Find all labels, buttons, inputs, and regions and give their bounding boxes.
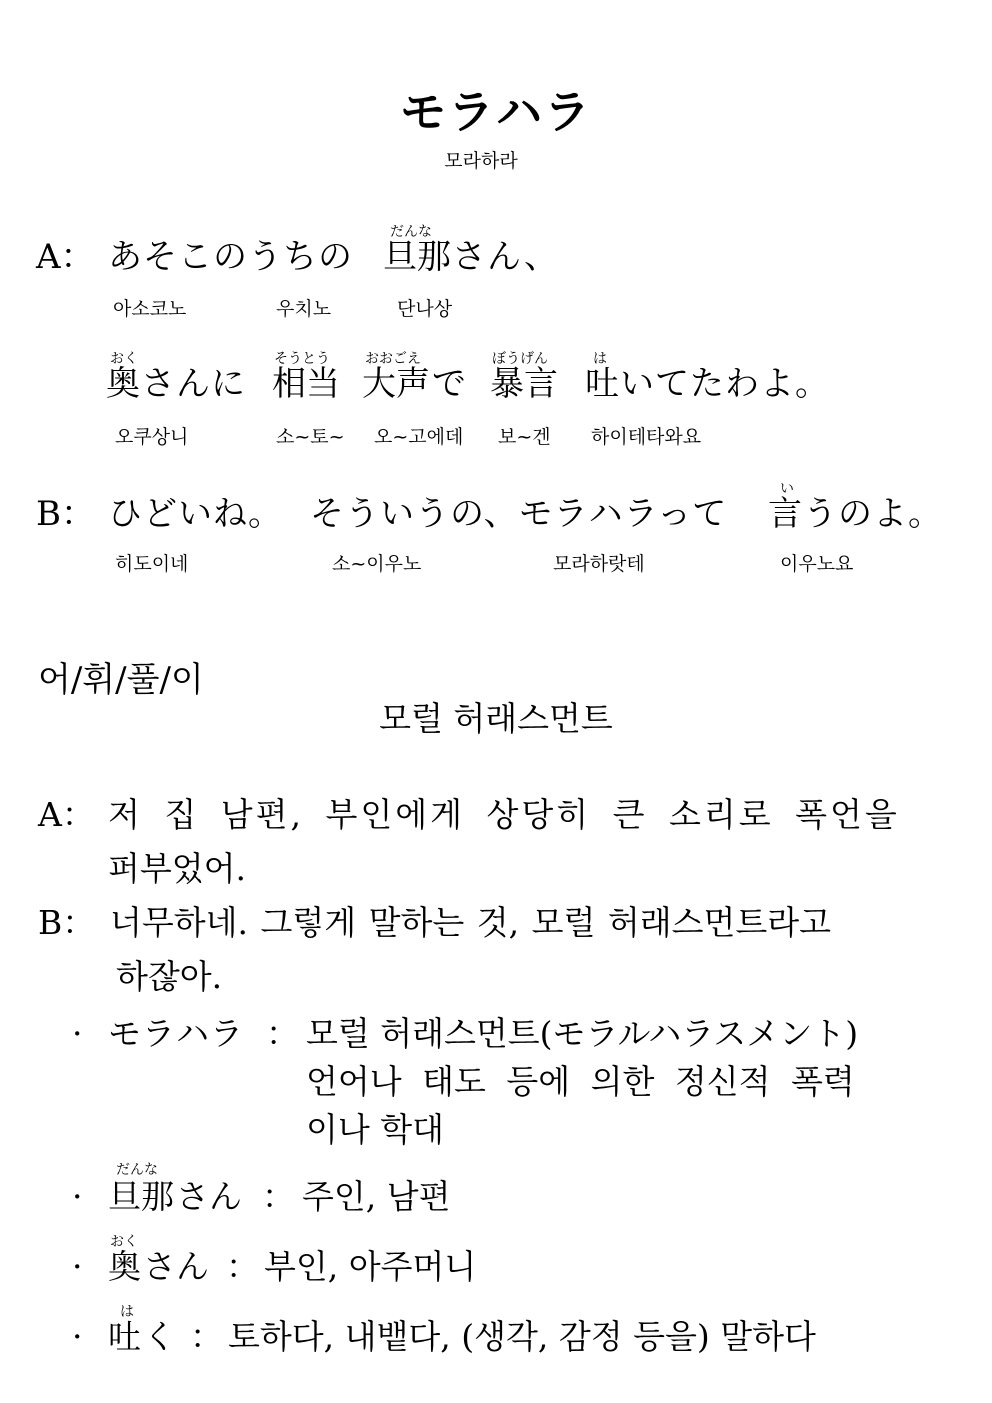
line2-pron-4: 보~겐 <box>498 426 551 448</box>
line3-ruby: い <box>780 481 794 497</box>
line3-pron-1: 히도이네 <box>115 553 189 575</box>
vocab-subheading: 모럴 허래스먼트 <box>379 699 613 738</box>
item3-term-rest: さん <box>143 1247 209 1286</box>
item2-colon: ： <box>262 1177 295 1216</box>
item3-colon: ： <box>226 1247 259 1286</box>
line1-pron-3: 단나상 <box>397 298 453 320</box>
line2-ruby-3: おおごえ <box>365 351 421 367</box>
line2-word-5: 吐 <box>585 364 619 404</box>
line2-pron-2: 소~토~ <box>276 426 345 448</box>
item1-def2: 언어나 태도 등에 의한 정신적 폭력 <box>306 1062 855 1101</box>
line3-text-1: ひどいね。 <box>108 494 283 534</box>
item3-def: 부인, 아주머니 <box>264 1247 477 1286</box>
line3-pron-4: 이우노요 <box>780 553 854 575</box>
line3-pron-2: 소~이우노 <box>332 553 422 575</box>
item1-colon: ： <box>266 1014 299 1053</box>
item2-bullet: · <box>72 1177 83 1216</box>
item4-bullet: · <box>72 1317 83 1356</box>
line2-ruby-4: ぼうげん <box>492 351 548 367</box>
line3-text-2: そういうの、モラハラって <box>310 494 728 534</box>
line2-ruby-1: おく <box>110 351 138 367</box>
item2-term-rest: さん <box>176 1177 242 1216</box>
item2-ruby: だんな <box>116 1162 158 1178</box>
item1-bullet: · <box>72 1014 83 1053</box>
item1-term: モラハラ <box>108 1014 244 1053</box>
trans-b-line1: 너무하네. 그렇게 말하는 것, 모럴 허래스먼트라고 <box>110 903 831 942</box>
item1-def3: 이나 학대 <box>306 1110 445 1149</box>
item1-def1: 모럴 허래스먼트(モラルハラスメント) <box>306 1014 859 1053</box>
trans-a-line2: 퍼부었어. <box>108 849 247 888</box>
trans-b-label: B： <box>38 903 96 942</box>
line1-pron-2: 우치노 <box>276 298 332 320</box>
line2-word-1: 奥 <box>106 364 140 404</box>
item2-term: 旦那 <box>108 1177 174 1216</box>
item4-ruby: は <box>120 1304 134 1320</box>
line3-word: 言 <box>768 494 802 534</box>
line2-pron-1: 오쿠상니 <box>115 426 189 448</box>
line1-pron-1: 아소코노 <box>113 298 187 320</box>
line2-pron-5: 하이테타와요 <box>591 426 702 448</box>
page-title: モラハラ <box>400 85 592 139</box>
trans-b-line2: 하잖아. <box>116 957 223 996</box>
line3-pron-3: 모라하랏테 <box>553 553 645 575</box>
line1-ruby: だんな <box>390 224 432 240</box>
trans-a-line1: 저 집 남편, 부인에게 상당히 큰 소리로 폭언을 <box>108 795 900 834</box>
item3-term: 奥 <box>108 1247 141 1286</box>
line2-pron-3: 오~고에데 <box>374 426 464 448</box>
trans-a-label: A： <box>38 795 95 834</box>
item4-term: 吐 <box>108 1317 141 1356</box>
page-subtitle: 모라하라 <box>444 150 518 172</box>
line2-ruby-5: は <box>593 351 607 367</box>
line2-text-5: いてたわよ。 <box>620 364 830 404</box>
line1-text2: さん、 <box>452 237 560 277</box>
item3-bullet: · <box>72 1247 83 1286</box>
item3-ruby: おく <box>110 1234 138 1250</box>
item2-def: 주인, 남편 <box>302 1177 451 1216</box>
item4-colon: ： <box>190 1317 223 1356</box>
line2-word-2: 相当 <box>272 364 340 404</box>
item4-def: 토하다, 내뱉다, (생각, 감정 등을) 말하다 <box>228 1317 816 1356</box>
line1-text1: あそこのうちの <box>108 237 353 277</box>
item4-term-rest: く <box>143 1317 176 1356</box>
vocab-heading: 어/휘/풀/이 <box>38 660 204 700</box>
line1-word: 旦那 <box>383 237 451 277</box>
speaker-a: A： <box>36 237 95 277</box>
line2-text-3: で <box>432 364 466 404</box>
line2-word-4: 暴言 <box>490 364 558 404</box>
line2-word-3: 大声 <box>362 364 430 404</box>
line3-text-3: うのよ。 <box>803 494 943 534</box>
line2-text-1: さんに <box>141 364 246 404</box>
line2-ruby-2: そうとう <box>274 351 330 367</box>
speaker-b: B： <box>36 494 95 534</box>
